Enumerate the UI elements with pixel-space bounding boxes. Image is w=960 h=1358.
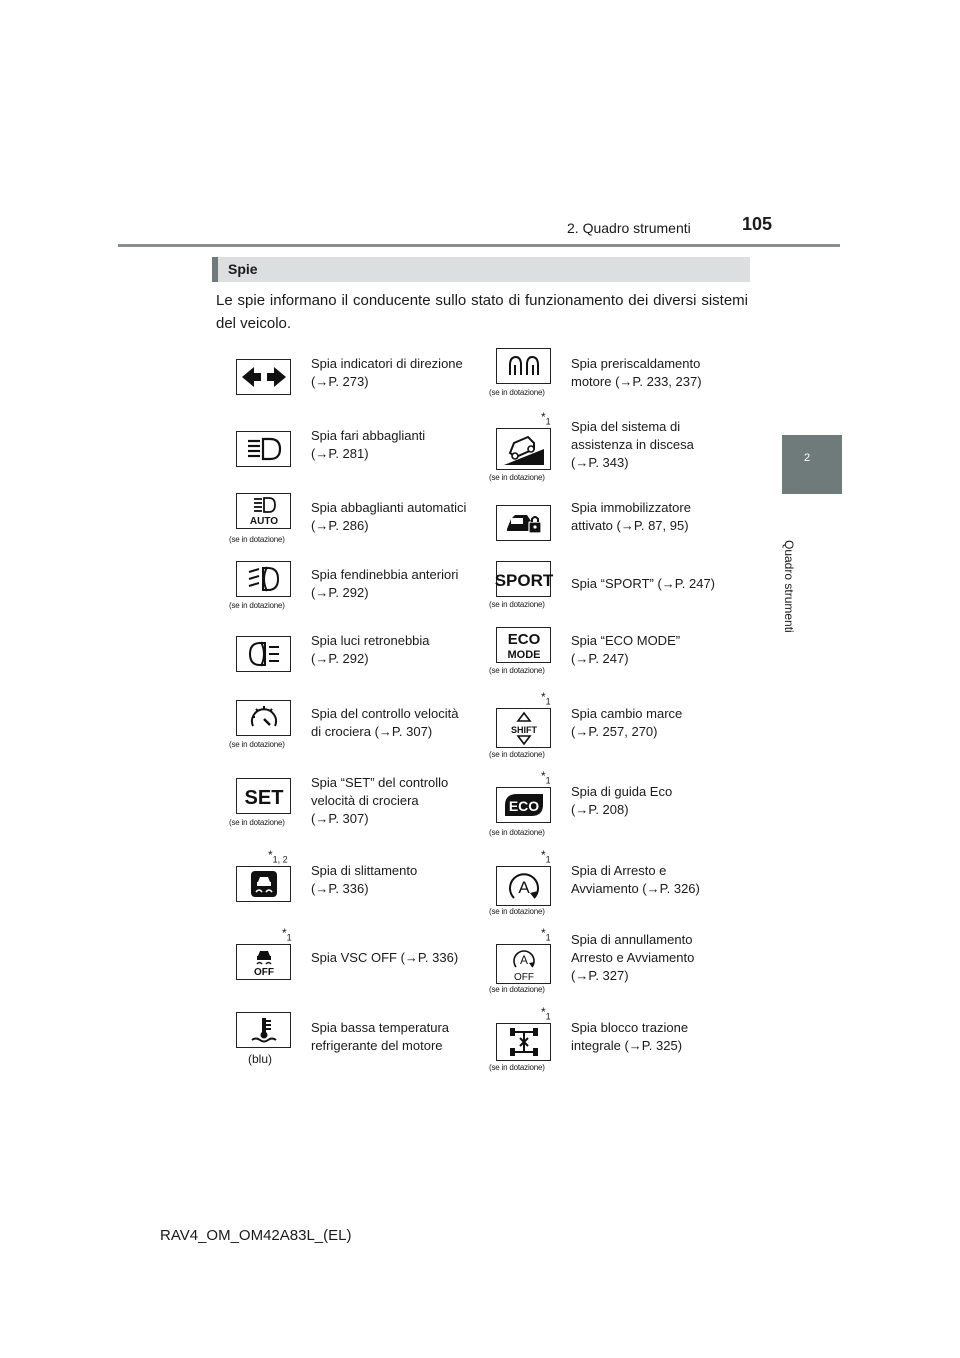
glow-plug-icon bbox=[496, 348, 551, 384]
equip-note: (se in dotazione) bbox=[489, 473, 545, 482]
turn-signal-arrows-icon bbox=[236, 359, 291, 395]
left-desc-9: Spia bassa temperatura refrigerante del motore bbox=[311, 1020, 450, 1053]
rear-fog-light-icon bbox=[236, 636, 291, 672]
equip-note: (se in dotazione) bbox=[489, 1063, 545, 1072]
immobilizer-icon bbox=[496, 505, 551, 541]
slip-indicator-icon bbox=[236, 866, 291, 902]
svg-text:SET: SET bbox=[244, 787, 283, 809]
right-desc-4: Spia “ECO MODE” (→P. 247) bbox=[571, 633, 681, 666]
right-desc-0: Spia preriscaldamento motore (→P. 233, 237) bbox=[571, 356, 702, 389]
equip-note: (se in dotazione) bbox=[489, 828, 545, 837]
header-rule bbox=[118, 244, 840, 247]
footnote-marker: $*_{1, 2}$ bbox=[268, 848, 288, 865]
footnote-marker: $*_1$ bbox=[282, 926, 292, 943]
chapter-title: 2. Quadro strumenti bbox=[567, 220, 691, 236]
vsc-off-icon bbox=[236, 944, 291, 980]
section-title: Spie bbox=[228, 261, 258, 277]
footnote-marker: $*_1$ bbox=[541, 926, 551, 943]
svg-text:AUTO: AUTO bbox=[249, 516, 278, 527]
svg-text:OFF: OFF bbox=[513, 972, 534, 983]
equip-note: (se in dotazione) bbox=[229, 601, 285, 610]
left-desc-0: Spia indicatori di direzione (→P. 273) bbox=[311, 356, 463, 389]
front-fog-light-icon bbox=[236, 561, 291, 597]
side-tab-number: 2 bbox=[804, 452, 811, 464]
left-desc-5: Spia del controllo velocità di crociera (→P. 307) bbox=[311, 706, 459, 739]
footnote-marker: $*_1$ bbox=[541, 1005, 551, 1022]
right-desc-7: Spia di Arresto e Avviamento (→P. 326) bbox=[571, 863, 700, 896]
svg-text:A: A bbox=[519, 953, 528, 967]
footnote-marker: $*_1$ bbox=[541, 848, 551, 865]
eco-mode-icon bbox=[496, 627, 551, 663]
equip-note: (se in dotazione) bbox=[489, 388, 545, 397]
chapter-side-tab bbox=[782, 435, 842, 494]
left-desc-7: Spia di slittamento (→P. 336) bbox=[311, 863, 418, 896]
right-desc-2: Spia immobilizzatore attivato (→P. 87, 95) bbox=[571, 500, 691, 533]
stop-start-icon bbox=[496, 866, 551, 906]
eco-drive-icon bbox=[496, 787, 551, 823]
equip-note: (se in dotazione) bbox=[489, 600, 545, 609]
right-desc-6: Spia di guida Eco (→P. 208) bbox=[571, 784, 673, 817]
equip-note: (se in dotazione) bbox=[489, 985, 545, 994]
svg-text:MODE: MODE bbox=[507, 649, 540, 661]
equip-note: (se in dotazione) bbox=[229, 740, 285, 749]
equip-note: (se in dotazione) bbox=[229, 535, 285, 544]
equip-note: (se in dotazione) bbox=[489, 666, 545, 675]
cruise-control-icon bbox=[236, 700, 291, 736]
svg-text:SHIFT: SHIFT bbox=[510, 725, 537, 735]
footnote-marker: $*_1$ bbox=[541, 410, 551, 427]
downhill-assist-icon bbox=[496, 428, 551, 470]
coolant-temp-icon bbox=[236, 1012, 291, 1048]
equip-note: (se in dotazione) bbox=[489, 750, 545, 759]
right-desc-8: Spia di annullamento Arresto e Avviamento (→P. 327) bbox=[571, 932, 695, 983]
svg-text:OFF: OFF bbox=[253, 967, 274, 978]
svg-text:ECO: ECO bbox=[508, 798, 539, 814]
sport-icon bbox=[496, 561, 551, 597]
section-intro: Le spie informano il conducente sullo stato di funzionamento dei diversi sistemi del veicolo. bbox=[216, 292, 748, 332]
svg-text:SPORT: SPORT bbox=[494, 571, 553, 590]
right-desc-9: Spia blocco trazione integrale (→P. 325) bbox=[571, 1020, 689, 1053]
left-desc-1: Spia fari abbaglianti (→P. 281) bbox=[311, 428, 426, 461]
equip-note: (se in dotazione) bbox=[489, 907, 545, 916]
side-tab-label: Quadro strumenti bbox=[782, 540, 796, 633]
svg-text:A: A bbox=[517, 878, 530, 897]
left-desc-4: Spia luci retronebbia (→P. 292) bbox=[311, 633, 430, 666]
left-desc-8: Spia VSC OFF (→P. 336) bbox=[311, 950, 459, 965]
right-desc-5: Spia cambio marce (→P. 257, 270) bbox=[571, 706, 683, 739]
set-icon bbox=[236, 778, 291, 814]
left-desc-3: Spia fendinebbia anteriori (→P. 292) bbox=[311, 567, 459, 600]
equip-note: (se in dotazione) bbox=[229, 818, 285, 827]
page-number: 105 bbox=[742, 214, 773, 234]
auto-high-beam-icon bbox=[236, 493, 291, 529]
footnote-marker: $*_1$ bbox=[541, 769, 551, 786]
left-desc-2: Spia abbaglianti automatici (→P. 286) bbox=[311, 500, 467, 533]
section-heading-bar bbox=[212, 257, 750, 282]
right-desc-3: Spia “SPORT” (→P. 247) bbox=[571, 576, 716, 591]
document-code-footer: RAV4_OM_OM42A83L_(EL) bbox=[160, 1227, 352, 1244]
footnote-marker: $*_1$ bbox=[541, 690, 551, 707]
high-beam-icon bbox=[236, 431, 291, 467]
stop-start-off-icon bbox=[496, 944, 551, 984]
color-note: (blu) bbox=[248, 1052, 273, 1066]
svg-text:ECO: ECO bbox=[507, 631, 540, 648]
shift-indicator-icon bbox=[496, 708, 551, 748]
left-desc-6: Spia “SET” del controllo velocità di crociera (→P. 307) bbox=[311, 775, 449, 826]
awd-lock-icon bbox=[496, 1023, 551, 1061]
right-desc-1: Spia del sistema di assistenza in discesa (→P. 343) bbox=[571, 419, 694, 470]
